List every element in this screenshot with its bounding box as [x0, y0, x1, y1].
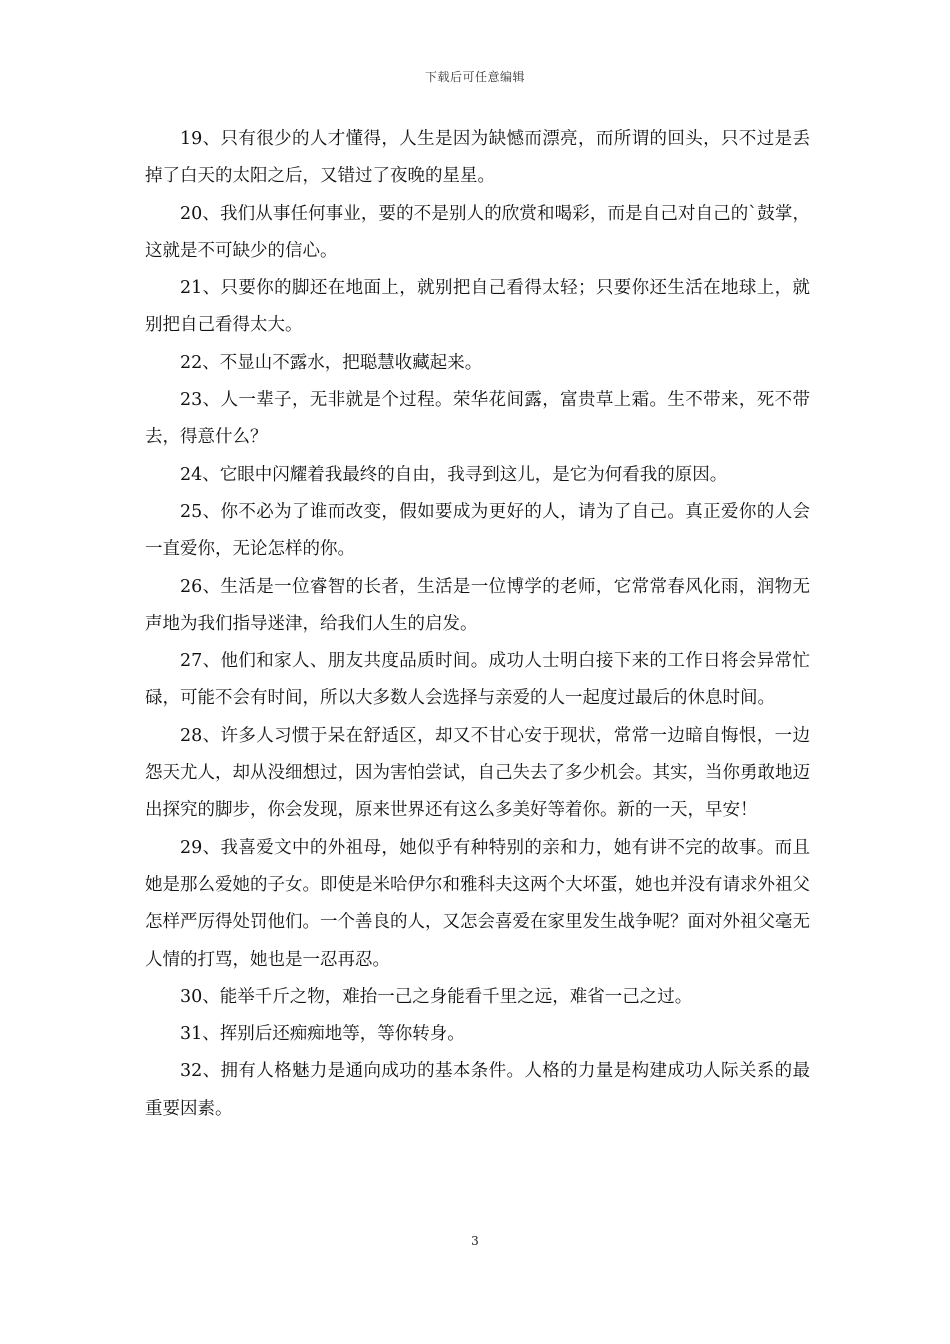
paragraph-19: 19、只有很少的人才懂得，人生是因为缺憾而漂亮，而所谓的回头，只不过是丢掉了白天的太阳之后，又错过了夜晚的星星。 [145, 129, 810, 187]
body-text [145, 121, 810, 1128]
page-number: 3 [471, 1234, 479, 1248]
paragraph-20: 20、我们从事任何事业，要的不是别人的欣赏和喝彩，而是自己对自己的`鼓掌，这就是不可缺少的信心。 [145, 203, 810, 261]
paragraph-24: 24、它眼中闪耀着我最终的自由，我寻到这儿，是它为何看我的原因。 [180, 464, 728, 485]
paragraph-32: 32、拥有人格魅力是通向成功的基本条件。人格的力量是构建成功人际关系的最重要因素。 [145, 1061, 810, 1119]
paragraph-29: 29、我喜爱文中的外祖母，她似乎有种特别的亲和力，她有讲不完的故事。而且她是那么爱她的子女。即使是米哈伊尔和雅科夫这两个大坏蛋，她也并没有请求外祖父怎样严厉得处罚他们。一个善良的人，又怎会喜爱在家里发生战争呢？面对外祖父毫无人情的打骂，她也是一忍再忍。 [145, 837, 810, 970]
paragraph-28: 28、许多人习惯于呆在舒适区，却又不甘心安于现状，常常一边暗自悔恨，一边怨天尤人，却从没细想过，因为害怕尝试，自己失去了多少机会。其实，当你勇敢地迈出探究的脚步，你会发现，原来世界还有这么多美好等着你。新的一天，早安！ [145, 725, 810, 821]
paragraph-26: 26、生活是一位睿智的长者，生活是一位博学的老师，它常常春风化雨，润物无声地为我们指导迷津，给我们人生的启发。 [145, 576, 810, 634]
paragraph-22: 22、不显山不露水，把聪慧收藏起来。 [180, 352, 483, 373]
paragraph-30: 30、能举千斤之物，难抬一己之身能看千里之远，难省一己之过。 [180, 986, 693, 1007]
paragraph-21: 21、只要你的脚还在地面上，就别把自己看得太轻；只要你还生活在地球上，就别把自己看得太大。 [145, 278, 810, 336]
paragraph-27: 27、他们和家人、朋友共度品质时间。成功人士明白接下来的工作日将会异常忙碌，可能不会有时间，所以大多数人会选择与亲爱的人一起度过最后的休息时间。 [145, 651, 810, 709]
paragraph-23: 23、人一辈子，无非就是个过程。荣华花间露，富贵草上霜。生不带来，死不带去，得意什么？ [145, 390, 810, 448]
paragraph-31: 31、挥别后还痴痴地等，等你转身。 [180, 1024, 465, 1045]
paragraph-25: 25、你不必为了谁而改变，假如要成为更好的人，请为了自己。真正爱你的人会一直爱你，无论怎样的你。 [145, 501, 810, 560]
page-header: 下载后可任意编辑 [424, 70, 525, 84]
